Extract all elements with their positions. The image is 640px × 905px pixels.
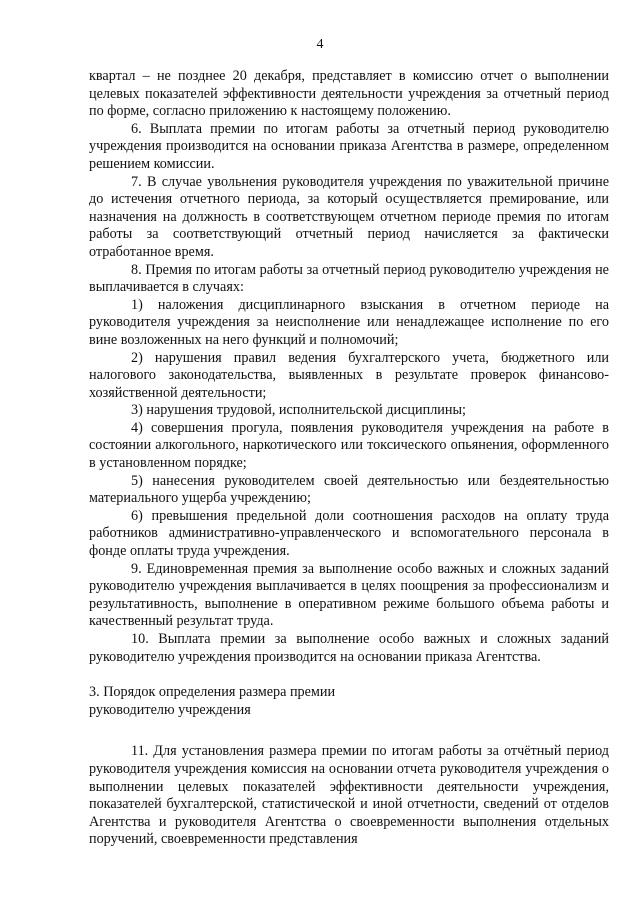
list-item-5: 5) нанесения руководителем своей деятельностью или бездеятельностью материального ущерба учреждению;: [89, 472, 609, 507]
paragraph-6: 6. Выплата премии по итогам работы за отчетный период руководителю учреждения производится на основании приказа Агентства в размере, определенном решением комиссии.: [89, 120, 609, 172]
paragraph-9: 9. Единовременная премия за выполнение особо важных и сложных заданий руководителю учреждения выплачивается в целях поощрения за профессионализм и результативность, выполнение в оперативном режиме большого объема работы и качественный результат труда.: [89, 560, 609, 630]
list-item-4: 4) совершения прогула, появления руководителя учреждения на работе в состоянии алкогольного, наркотического или токсического опьянения, оформленного в установленном порядке;: [89, 419, 609, 472]
section-heading-line-2: руководителю учреждения: [89, 701, 251, 718]
section-heading: [89, 684, 609, 719]
paragraph-continuation: квартал – не позднее 20 декабря, представляет в комиссию отчет о выполнении целевых показателей эффективности деятельности учреждения за отчетный период по форме, согласно приложению к настоящему положению.: [89, 68, 609, 120]
page-number: 4: [316, 37, 324, 52]
list-item-1: 1) наложения дисциплинарного взыскания в отчетном периоде на руководителя учреждения за неисполнение или ненадлежащее исполнение по его вине возложенных на него функций и полномочий;: [89, 296, 609, 348]
paragraph-11: 11. Для установления размера премии по итогам работы за отчётный период руководителя учреждения комиссия на основании отчета руководителя учреждения о выполнении целевых показателей эффективности деятельности учреждения, показателей бухгалтерской, статистической и иной отчетности, сведений от отделов Агентства и руководителя Агентства о своевременности выполнения отдельных поручений, своевременности представления: [89, 743, 609, 848]
list-item-6: 6) превышения предельной доли соотношения расходов на оплату труда работников административно-управленческого и вспомогательного персонала в фонде оплаты труда учреждения.: [89, 507, 609, 560]
list-item-3: 3) нарушения трудовой, исполнительской дисциплины;: [131, 402, 466, 419]
section-heading-line-1: 3. Порядок определения размера премии: [89, 684, 336, 701]
document-body: [89, 68, 609, 849]
list-item-2: 2) нарушения правил ведения бухгалтерского учета, бюджетного или налогового законодательства, выявленных в результате проверок финансово-хозяйственной деятельности;: [89, 349, 609, 401]
paragraph-7: 7. В случае увольнения руководителя учреждения по уважительной причине до истечения отчетного периода, за который осуществляется премирование, или назначения на должность в соответствующем отчетном периоде премия по итогам работы за соответствующий отчетный период начисляется за фактически отработанное время.: [89, 173, 609, 260]
paragraph-8: 8. Премия по итогам работы за отчетный период руководителю учреждения не выплачивается в случаях:: [89, 261, 609, 296]
paragraph-10: 10. Выплата премии за выполнение особо важных и сложных заданий руководителю учреждения производится на основании приказа Агентства.: [89, 631, 609, 665]
